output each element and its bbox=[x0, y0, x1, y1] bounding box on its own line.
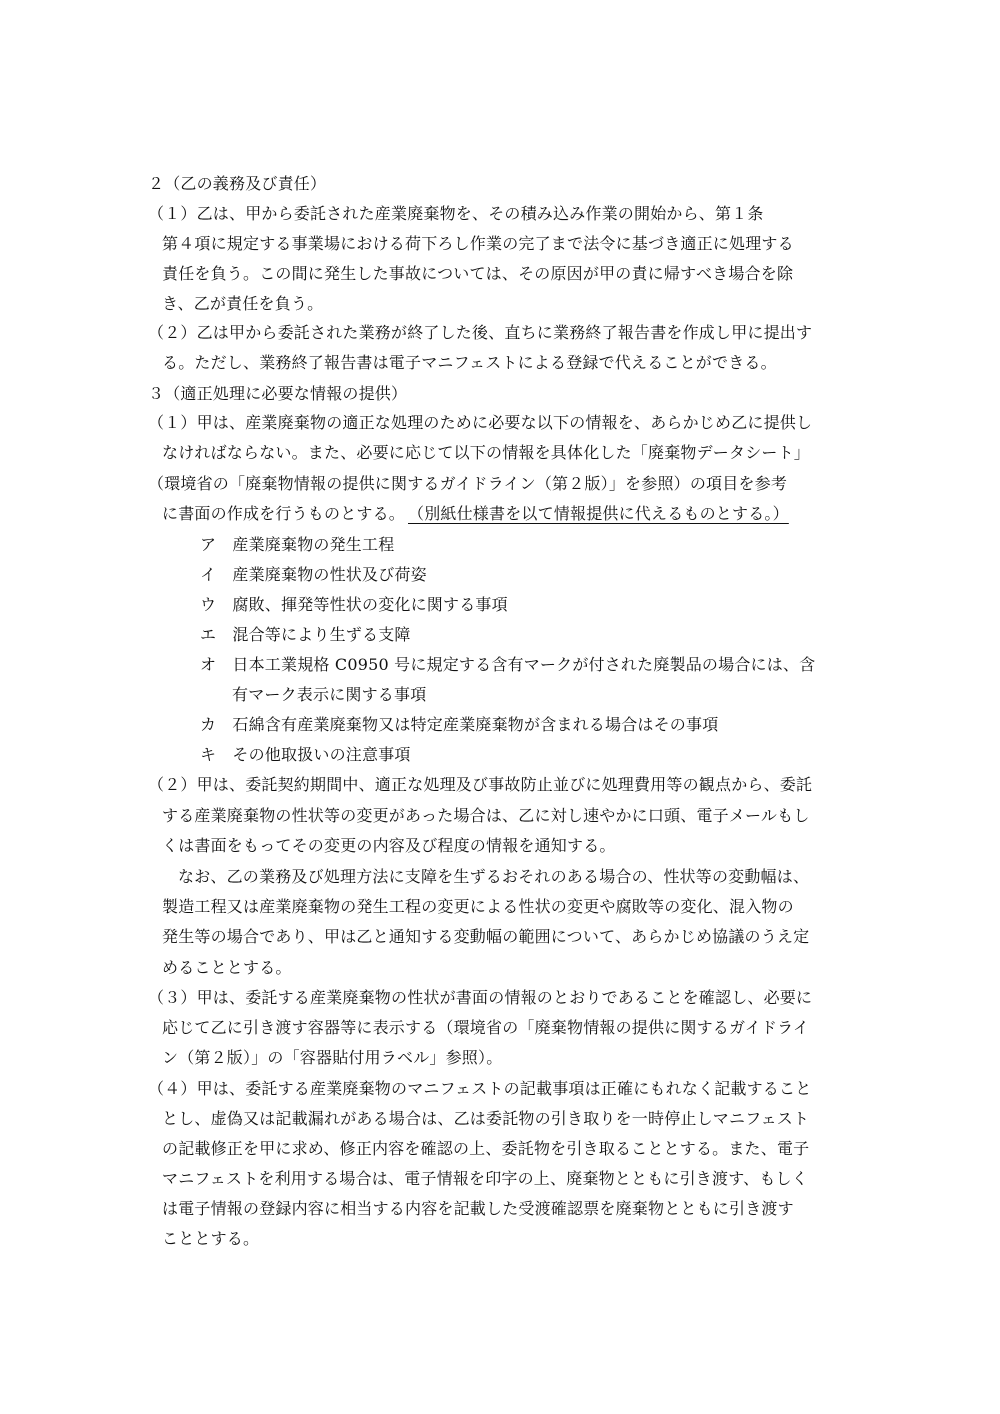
clause-3-4-line-2: とし、虚偽又は記載漏れがある場合は、乙は委託物の引き取りを一時停止しマニフェスト bbox=[162, 1109, 810, 1128]
clause-2-1-line-2: 第４項に規定する事業場における荷下ろし作業の完了まで法令に基づき適正に処理する bbox=[162, 234, 794, 253]
clause-3-2-note-line-1: なお、乙の業務及び処理方法に支障を生ずるおそれのある場合の、性状等の変動幅は、 bbox=[178, 867, 810, 886]
clause-3-4-line-3: の記載修正を甲に求め、修正内容を確認の上、委託物を引き取ることとする。また、電子 bbox=[162, 1139, 810, 1158]
clause-3-2-note-line-2: 製造工程又は産業廃棄物の発生工程の変更による性状の変更や腐敗等の変化、混入物の bbox=[162, 897, 794, 916]
clause-2-2-line-1: （２）乙は甲から委託された業務が終了した後、直ちに業務終了報告書を作成し甲に提出す bbox=[148, 323, 813, 342]
clause-3-2-note-line-4: めることとする。 bbox=[162, 958, 292, 977]
section-3-heading: ３（適正処理に必要な情報の提供） bbox=[148, 384, 408, 403]
clause-3-2-line-2: する産業廃棄物の性状等の変更があった場合は、乙に対し速やかに口頭、電子メールもし bbox=[162, 806, 810, 825]
clause-3-1-line-1: （１）甲は、産業廃棄物の適正な処理のために必要な以下の情報を、あらかじめ乙に提供し bbox=[148, 413, 813, 432]
clause-3-1-line-4: に書面の作成を行うものとする。 bbox=[162, 504, 406, 523]
clause-3-2-line-3: くは書面をもってその変更の内容及び程度の情報を通知する。 bbox=[162, 836, 616, 855]
list-item-ki: キ その他取扱いの注意事項 bbox=[200, 745, 411, 764]
list-item-o-line-1: オ 日本工業規格 C0950 号に規定する含有マークが付された廃製品の場合には、含 bbox=[200, 655, 816, 674]
clause-3-1-underlined-note: （別紙仕様書を以て情報提供に代えるものとする。） bbox=[408, 504, 789, 523]
clause-2-2-line-2: る。ただし、業務終了報告書は電子マニフェストによる登録で代えることができる。 bbox=[162, 353, 777, 372]
clause-3-4-line-1: （４）甲は、委託する産業廃棄物のマニフェストの記載事項は正確にもれなく記載すること bbox=[148, 1079, 812, 1098]
clause-3-2-line-1: （２）甲は、委託契約期間中、適正な処理及び事故防止並びに処理費用等の観点から、委託 bbox=[148, 775, 813, 794]
list-item-a: ア 産業廃棄物の発生工程 bbox=[200, 535, 395, 554]
clause-2-1-line-1: （１）乙は、甲から委託された産業廃棄物を、その積み込み作業の開始から、第１条 bbox=[148, 204, 764, 223]
list-item-e: エ 混合等により生ずる支障 bbox=[200, 625, 411, 644]
clause-3-1-line-3: （環境省の「廃棄物情報の提供に関するガイドライン（第２版）」を参照）の項目を参考 bbox=[148, 474, 788, 493]
list-item-ka: カ 石綿含有産業廃棄物又は特定産業廃棄物が含まれる場合はその事項 bbox=[200, 715, 719, 734]
clause-2-1-line-4: き、乙が責任を負う。 bbox=[162, 294, 324, 313]
section-2-heading: ２（乙の義務及び責任） bbox=[148, 174, 327, 193]
clause-3-3-line-3: ン（第２版）」の「容器貼付用ラベル」参照）。 bbox=[162, 1048, 503, 1067]
list-item-o-line-2: 有マーク表示に関する事項 bbox=[232, 685, 427, 704]
clause-2-1-line-3: 責任を負う。この間に発生した事故については、その原因が甲の責に帰すべき場合を除 bbox=[162, 264, 794, 283]
list-item-u: ウ 腐敗、揮発等性状の変化に関する事項 bbox=[200, 595, 508, 614]
clause-3-2-note-line-3: 発生等の場合であり、甲は乙と通知する変動幅の範囲について、あらかじめ協議のうえ定 bbox=[162, 927, 810, 946]
clause-3-4-line-4: マニフェストを利用する場合は、電子情報を印字の上、廃棄物とともに引き渡す、もしく bbox=[162, 1169, 808, 1188]
clause-3-1-line-2: なければならない。また、必要に応じて以下の情報を具体化した「廃棄物データシート」 bbox=[162, 443, 811, 462]
clause-3-3-line-1: （３）甲は、委託する産業廃棄物の性状が書面の情報のとおりであることを確認し、必要に bbox=[148, 988, 813, 1007]
clause-3-4-line-6: こととする。 bbox=[162, 1229, 260, 1248]
clause-3-4-line-5: は電子情報の登録内容に相当する内容を記載した受渡確認票を廃棄物とともに引き渡す bbox=[162, 1199, 794, 1218]
list-item-i: イ 産業廃棄物の性状及び荷姿 bbox=[200, 565, 427, 584]
clause-3-3-line-2: 応じて乙に引き渡す容器等に表示する（環境省の「廃棄物情報の提供に関するガイドライ bbox=[162, 1018, 810, 1037]
